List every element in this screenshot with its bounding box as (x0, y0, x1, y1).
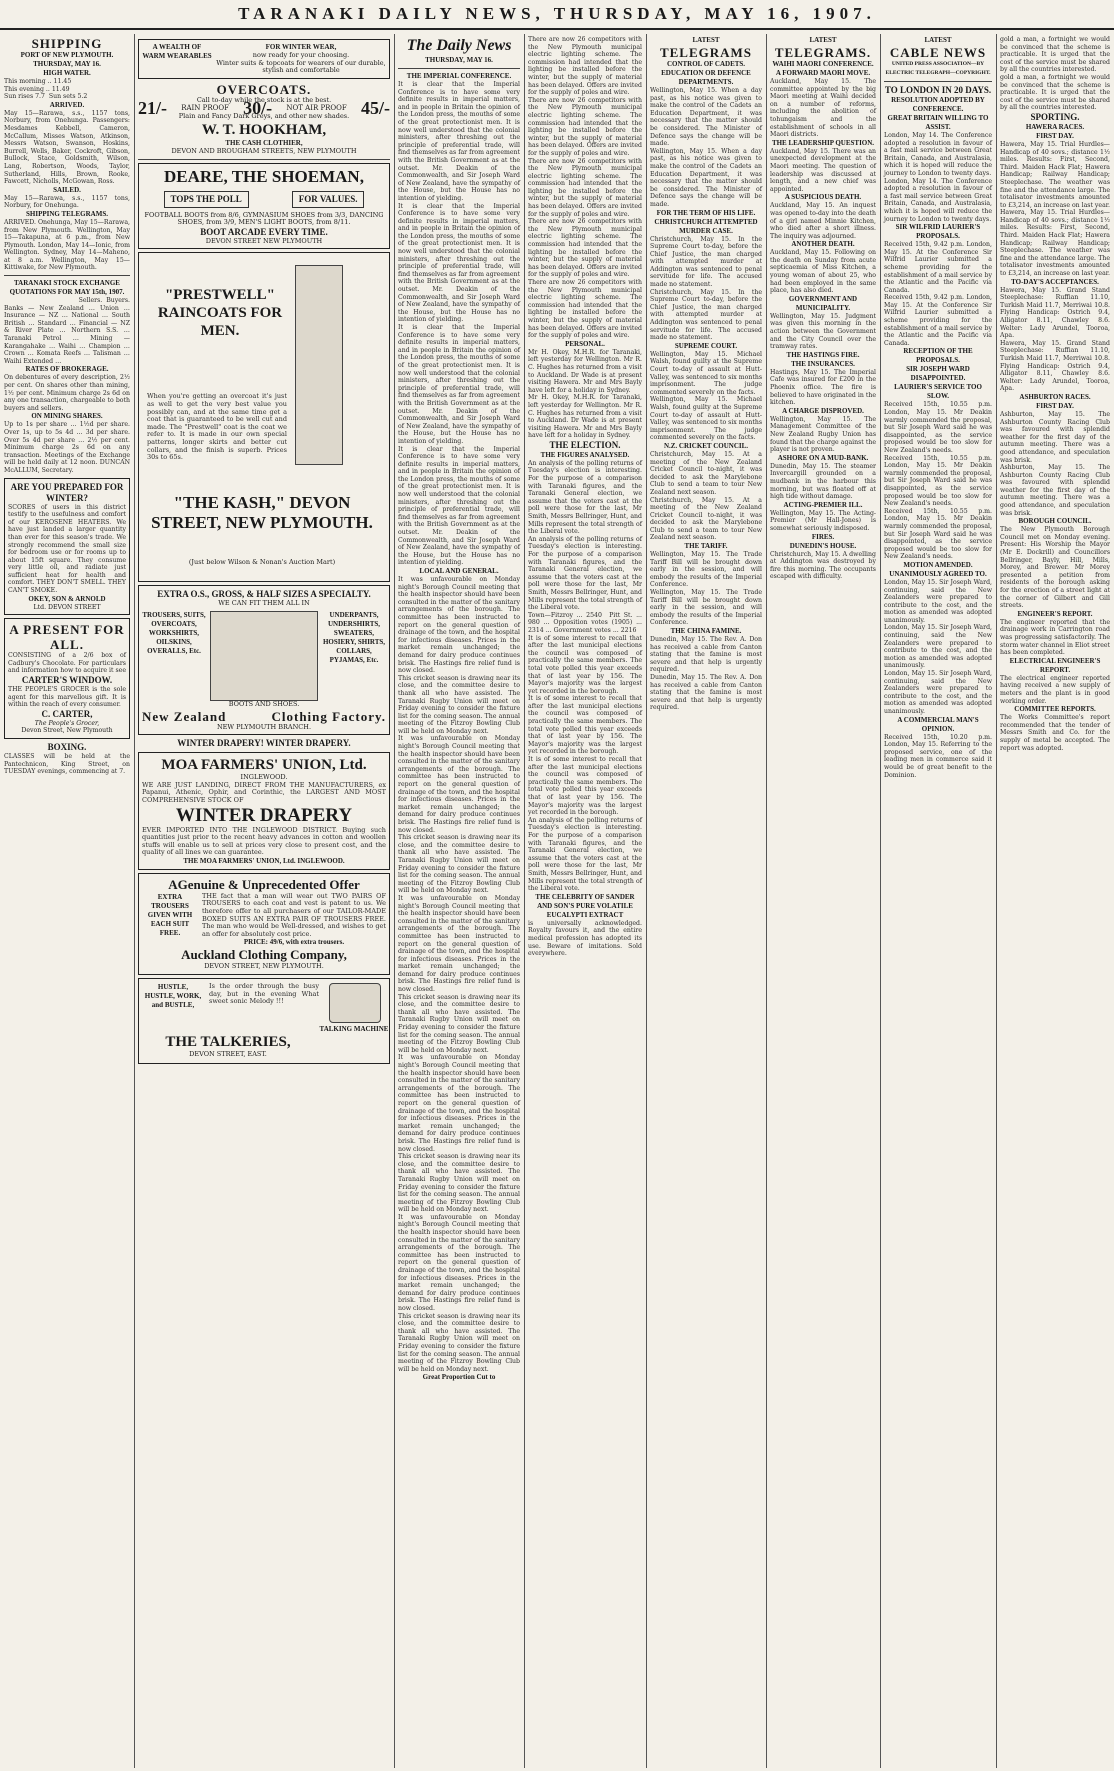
local-general-text3: It was unfavourable on Monday night's Borough Council meeting that the health inspector should have been consulted in the matter of the sanitary arrangements of the borough. The committee has been instructed to report on the general question of drainage of the town, and the hospital for infectious diseases. Prices in the market remain unchanged; the demand for dairy produce continues brisk. The Hastings fire relief fund is now closed. (398, 735, 522, 834)
arrived-heading: ARRIVED. (49, 100, 85, 109)
telegrams-heading: TELEGRAMS (659, 45, 753, 60)
engineers-report-text: The engineer reported that the drainage work in Carrington road was progressing satisfactorily. The storm water channel in Eliot street has been completed. (1000, 618, 1112, 657)
hookham-address: DEVON AND BROUGHAM STREETS, NEW PLYMOUTH (171, 146, 357, 155)
talkeries-address: DEVON STREET, EAST. (189, 1050, 267, 1059)
genuine-text: THE fact that a man will wear out TWO PAIRS OF TROUSERS to each coat and vest is patent to us. We therefore offer to all purchasers of our TAILOR-MADE BOXED SUITS AN EXTRA PAIR OF TROUSERS FREE. The man who would be Well-dressed, and wishes to get an offer for absolutely cost price. (202, 891, 389, 938)
price-air-proof: NOT AIR PROOF (286, 104, 347, 113)
first-day-heading: FIRST DAY. (1036, 131, 1074, 140)
cricket-council-text2: Christchurch, May 15. At a meeting of the New Zealand Cricket Council to-night, it was decided to ask the Marylebone Club to send a team to tour New Zealand next season. (650, 496, 764, 542)
latest-label-2: LATEST (809, 36, 837, 44)
moa-footer: THE MOA FARMERS' UNION, Ltd. INGLEWOOD. (183, 856, 345, 865)
electric-lighting-text3: There are now 26 competitors with the New Plymouth municipal electric lighting scheme. The commission had intended that the lighting be installed before the winter, but the supply of material has been delayed. Offers are invited for the supply of poles and wire. (528, 157, 644, 218)
hookham-shades: Plain and Fancy Dark Greys, and other new shades. (178, 112, 350, 121)
column-telegrams-2 (770, 36, 876, 1766)
london-text2: London, May 14. The Conference adopted a resolution in favour of a fast mail service between Great Britain, Canada, and Australasia, which it is hoped will reduce the journey to London to twenty days. (884, 177, 994, 223)
mining-heading: ON MINING SHARES. (31, 412, 103, 421)
acting-premier-heading: ACTING-PREMIER ILL. (783, 500, 863, 509)
ashburton-races-heading: ASHBURTON RACES. (1019, 392, 1091, 401)
london-20-days-heading: TO LONDON IN 20 DAYS. (884, 85, 992, 95)
hookham-ready: now ready for your choosing. (252, 51, 350, 59)
local-general-text5: It was unfavourable on Monday night's Borough Council meeting that the health inspector should have been consulted in the matter of the sanitary arrangements of the borough. The committee has been instructed to report on the general question of drainage of the town, and the hospital for infectious diseases. Prices in the market remain unchanged; the demand for dairy produce continues brisk. The Hastings fire relief fund is now closed. (398, 894, 522, 994)
column-advertisements (138, 36, 390, 1766)
deare-for-values: FOR VALUES. (292, 191, 365, 208)
supreme-court-text: Wellington, May 15. Michael Walsh, found guilty at the Supreme Court to-day of assault at Hutt-Valley, was sentenced to six months imprisonment. The judge commented severely on the facts. (650, 350, 764, 396)
prestwell-text: When you're getting an overcoat it's just as well to get the very best value you possibly can, and at the same time get a coat that is guaranteed to be well cut and made. The "Prestwell" coat is the coat we refer to. It is made in our own special patterns, longer skirts and better cut collars, and the finish is superb. Prices 30s to 65s. (147, 392, 290, 462)
extra-sizes-title: EXTRA O.S., GROSS, & HALF SIZES A SPECIALTY. (157, 589, 371, 600)
election-heading: THE ELECTION. (549, 439, 621, 450)
murder-case-text2: Christchurch, May 15. In the Supreme Court to-day, before the Chief Justice, the man charged with attempted murder at Addington was sentenced to penal servitude for life. The accused made no statement. (650, 288, 764, 342)
ad-kerosene-heaters (4, 478, 130, 616)
china-famine-text2: Dunedin, May 15. The Rev. A. Don has received a cable from Canton stating that the famine is most severe and that help is urgently required. (650, 673, 764, 712)
committee-reports-text: The Works Committee's report recommended that the tender of Messrs Smith and Co. for the supply of metal be accepted. The report was adopted. (1000, 714, 1112, 752)
acceptances-text2: Hawera, May 15. Grand Stand Steeplechase: Ruffian 11.10, Turkish Maid 11.7, Merriwai 10.8. Flying Handicap: Ostrich 9.4, Alligator 8.11, Chawley 8.6. Welter: Lady Arundel, Tooroa, Apa. (1000, 339, 1112, 393)
imperial-conference-text: It is clear that the Imperial Conference is to have some very definite results in imperial matters, and in people in Britain the opinion of the London press, the mouths of some of the great protectionist men. It is now well understood that the colonial ministers, after threshing out the principle of preferential trade, will find themselves as far from agreement with the British Government as at the outset. Mr. Deakin of the Commonwealth, and Sir Joseph Ward of New Zealand, have the sympathy of the House, but the House has no intention of yielding. (398, 81, 522, 202)
ad-moa-farmers (138, 752, 390, 870)
supreme-court-heading: SUPREME COURT. (674, 341, 738, 350)
election-text5: It is of some interest to recall that after the last municipal elections the council was composed of practically the same members. The total vote polled this year exceeds that of last year by 156. The Mayor's majority was the largest yet recorded in the borough. (528, 756, 644, 817)
shipping-telegrams-text: ARRIVED. Onehunga, May 15—Rarawa, from New Plymouth. Wellington, May 15—Takapuna, at 6 p.m., from New Plymouth. London, May 14—Ionic, from Wellington. Sydney, May 14—Maheno, at 8 a.m. Wellington, May 15—Kittiwake, for New Plymouth. (4, 218, 132, 272)
extra-left-items: TROUSERS, SUITS, OVERCOATS, WORKSHIRTS, OILSKINS, OVERALLS, Etc. (142, 610, 206, 655)
cable-continued-text: gold a man, a fortnight we would be convinced that the scheme is practicable. It is urged that the cost of the service must be shared by all the countries interested. (1000, 36, 1112, 74)
hawera-races-heading: HAWERA RACES. (1025, 122, 1085, 131)
election-table: Town—Fitzroy ... 2540 Pitt St. ... 980 ... Opposition votes (1905) ... 2314 ... Government votes ... 2216 (528, 611, 644, 634)
laurier-proposals-text: Received 15th, 9.42 p.m. London, May 15. At the Conference Sir Wilfrid Laurier submitted a scheme providing for the establishment of a mail service by the Atlantic and the Pacific via Canada. (884, 241, 994, 294)
moa-title: MOA FARMERS' UNION, Ltd. (161, 757, 367, 774)
extra-sizes-sub: WE CAN FIT THEM ALL IN (218, 599, 310, 608)
cadets-subheading: EDUCATION OR DEFENCE DEPARTMENTS. (661, 69, 751, 86)
imperial-conference-heading: THE IMPERIAL CONFERENCE. (406, 72, 512, 80)
column-shipping (4, 36, 130, 1766)
acceptances-text: Hawera, May 15. Grand Stand Steeplechase: Ruffian 11.10, Turkish Maid 11.7, Merriwai 10.8. Flying Handicap: Ostrich 9.4, Alligator 8.11, Chawley 8.6. Welter: Lady Arundel, Tooroa, Apa. (1000, 286, 1112, 340)
hastings-fire-heading: THE HASTINGS FIRE. (786, 350, 860, 359)
ad-prepared-title: ARE YOU PREPARED FOR WINTER? (10, 481, 124, 503)
deare-arcade: BOOT ARCADE EVERY TIME. (200, 226, 328, 237)
telegrams-heading-2: TELEGRAMS. (774, 45, 872, 60)
ward-disappointed-heading: SIR JOSEPH WARD DISAPPOINTED. (906, 365, 970, 383)
winter-drapery-title: WINTER DRAPERY! WINTER DRAPERY. (177, 738, 351, 749)
reception-text3: Received 15th, 10.55 p.m. London, May 15. Mr Deakin warmly commended the proposal, but Sir Joseph Ward said he was disappointed, as the service proposed would be too slow for New Zealand's needs. (884, 507, 994, 561)
masthead-title: TARANAKI DAILY NEWS, THURSDAY, MAY 16, 1907. (0, 0, 1114, 30)
electrical-report-heading: ELECTRICAL ENGINEER'S REPORT. (1009, 656, 1101, 674)
election-text4: It is of some interest to recall that after the last municipal elections the council was composed of practically the same members. The total vote polled this year exceeds that of last year by 156. The Mayor's majority was the largest yet recorded in the borough. (528, 695, 644, 756)
ad-prestwell (138, 252, 390, 582)
supreme-court-text2: Wellington, May 15. Michael Walsh, found guilty at the Supreme Court to-day of assault at Hutt-Valley, was sentenced to six months imprisonment. The judge commented severely on the facts. (650, 396, 764, 442)
boxing-text: CLASSES will be held at the Pantechnicon, King Street, on TUESDAY evenings, commencing at 7. (4, 753, 132, 776)
ad-carter-window: CARTER'S WINDOW. (21, 675, 113, 686)
china-famine-text: Dunedin, May 15. The Rev. A. Don has received a cable from Canton stating that the famine is most severe and that help is urgently required. (650, 636, 764, 674)
service-slow-heading: LAURIER'S SERVICE TOO SLOW. (894, 383, 982, 401)
column-sporting (1000, 36, 1110, 1766)
resolution-heading: RESOLUTION ADOPTED BY CONFERENCE. (891, 96, 985, 113)
unanimously-heading: UNANIMOUSLY AGREED TO. (889, 569, 987, 578)
insurances-heading: THE INSURANCES. (791, 359, 855, 368)
ad-talkeries (138, 978, 390, 1064)
ashburton-text2: Ashburton, May 15. The Ashburton County Racing Club was favoured with splendid weather for the first day of the autumn meeting. There was a good attendance, and speculation was brisk. (1000, 464, 1112, 517)
commercial-opinion-heading: A COMMERCIAL MAN'S OPINION. (897, 715, 979, 733)
murder-case-heading: CHRISTCHURCH ATTEMPTED MURDER CASE. (654, 217, 758, 235)
column-rule (996, 34, 997, 1768)
charge-disproved-text: Wellington, May 15. The Management Committee of the New Zealand Rugby Union has found that the charge against the player is not proven. (770, 415, 878, 454)
latest-label-3: LATEST (924, 36, 952, 44)
shipping-heading: SHIPPING (31, 36, 103, 51)
electric-lighting-text5: There are now 26 competitors with the New Plymouth municipal electric lighting scheme. The commission had intended that the lighting be installed before the winter, but the supply of material has been delayed. Offers are invited for the supply of poles and wire. (528, 279, 644, 340)
ad-okey-sub: Ltd. DEVON STREET (33, 603, 101, 611)
election-text: An analysis of the polling returns of Tuesday's election is interesting. For the purpose of a comparison with Taranaki figures, and the Taranaki General election, we assume that the voters cast at the poll were those for the last, Mr Smith, Messrs Bellringer, Hunt, and Mills represent the total strength of the Liberal vote. (528, 459, 644, 536)
hookham-wearables: A WEALTH OF WARM WEARABLES (142, 43, 212, 60)
local-general-text4: This cricket season is drawing near its close, and the committee desire to thank all who have assisted. The Taranaki Rugby Union will meet on Friday evening to consider the fixture list for the coming season. The annual meeting of the Fitzroy Bowling Club will be held on Monday next. (398, 834, 522, 895)
extra-boots: BOOTS AND SHOES. (228, 699, 300, 708)
prestwell-title: "PRESTWELL" RAINCOATS FOR MEN. (157, 287, 283, 340)
deare-items: FOOTBALL BOOTS from 8/6, GYMNASIUM SHOES from 3/3, DANCING SHOES, from 3/9, MEN'S LIGHT BOOTS, from 8/11. (144, 210, 384, 227)
election-subheading: THE FIGURES ANALYSED. (540, 450, 630, 459)
local-general-text6: This cricket season is drawing near its close, and the committee desire to thank all who have assisted. The Taranaki Rugby Union will meet on Friday evening to consider the fixture list for the coming season. The annual meeting of the Fitzroy Bowling Club will be held on Monday next. (398, 993, 522, 1054)
reception-heading: RECEPTION OF THE PROPOSALS. (903, 347, 973, 365)
election-text3: It is of some interest to recall that after the last municipal elections the council was composed of practically the same members. The total vote polled this year exceeds that of last year by 156. The Mayor's majority was the largest yet recorded in the borough. (528, 634, 644, 695)
ad-okey-title: OKEY, SON & ARNOLD (28, 594, 106, 603)
cable-news-heading: CABLE NEWS (889, 45, 987, 60)
fires-text: Christchurch, May 15. A dwelling at Addington was destroyed by fire this morning. The occupants escaped with difficulty. (770, 550, 878, 581)
column-rule (646, 34, 647, 1768)
men-figures-icon (210, 611, 318, 701)
cadets-heading: CONTROL OF CADETS. (666, 60, 746, 68)
dunedin-house-heading: DUNEDIN'S HOUSE. (789, 541, 857, 550)
ad-prepared-text: SCORES of users in this district testify to the usefulness and comfort of our KEROSENE HEATERS. We have just landed a larger quantity than ever for this season's trade. We strongly recommend the small size for bedroom use or for rooms up to about 15ft square. They consume very little oil, and radiate just sufficient heat for health and comfort. THEY DON'T SMELL. THEY CAN'T SMOKE. (8, 503, 128, 595)
kash-sub: (Just below Wilson & Nonan's Auction Mart) (188, 558, 336, 567)
life-term-heading: FOR THE TERM OF HIS LIFE. (656, 208, 756, 217)
ad-hookham (138, 39, 390, 79)
high-water-morning: This morning .. 11.45 (4, 78, 72, 85)
ad-present-title: A PRESENT FOR ALL. (9, 622, 125, 653)
mining-text: Up to 1s per share … 1½d per share. Over 1s, up to 5s 4d … 3d per share. Over 5s 4d per share … 2½ per cent. Minimum charge 2s 6d on any transaction. Meetings of the Exchange will be held daily at 12 noon. DUNCAN McALLUM, Secretary. (4, 421, 132, 474)
maori-conference-text: Auckland, May 15. The committee appointed by the big Maori meeting at Waihi decided on a number of reforms, including the abolition of tohungaism and the establishment of schools in all Maori districts. (770, 78, 878, 139)
column-rule (880, 34, 881, 1768)
price-rain-proof: RAIN PROOF (181, 104, 229, 113)
commercial-opinion-text: Received 15th, 10.20 p.m. London, May 15. Referring to the proposed service, one of the leading men in commerce said it would be of great benefit to the Dominion. (884, 733, 994, 779)
extra-factory: Clothing Factory. (271, 708, 386, 724)
ad-carter-name: C. CARTER, (41, 708, 93, 719)
committee-reports-heading: COMMITTEE REPORTS. (1014, 705, 1096, 714)
personal-text: Mr H. Okey, M.H.R. for Taranaki, left yesterday for Wellington. Mr R. C. Hughes has returned from a visit to Auckland. Dr Wade is at present visiting Hawera. Mr and Mrs Bayly have left for a holiday in Sydney. (528, 348, 644, 394)
motion-text2: London, May 15. Sir Joseph Ward, continuing, said the New Zealanders were prepared to contribute to the cost, and the motion as amended was adopted unanimously. (884, 624, 994, 670)
port-heading: PORT OF NEW PLYMOUTH. (20, 51, 114, 59)
deare-tops-poll: TOPS THE POLL (164, 191, 249, 208)
cricket-council-text: Christchurch, May 15. At a meeting of the New Zealand Cricket Council to-night, it was decided to ask the Marylebone Club to send a team to tour New Zealand next season. (650, 450, 764, 496)
hookham-name: W. T. HOOKHAM, (201, 121, 327, 138)
leadership-heading: THE LEADERSHIP QUESTION. (771, 138, 875, 147)
ad-carter (4, 618, 130, 739)
ashburton-text: Ashburton, May 15. The Ashburton County Racing Club was favoured with splendid weather for the first day of the autumn meeting. There was a good attendance, and speculation was brisk. (1000, 410, 1112, 464)
daily-news-flag: The Daily News (406, 37, 512, 54)
hawera-races-text2: Hawera, May 15. Trial Hurdles—Handicap of 40 sovs.; distance 1½ miles. Results: First, Second, Third. Maiden Hack Flat; Hawera Handicap; Railway Handicap; Steeplechase. The weather was fine and the attendance large. The totalisator investments amounted to £3,214, an increase on last year. (1000, 209, 1112, 278)
hookham-sub: THE CASH CLOTHIER, (225, 138, 303, 147)
moa-sub: INGLEWOOD. (240, 773, 288, 782)
cricket-council-heading: N.Z. CRICKET COUNCIL. (663, 441, 749, 450)
ashburton-first-day-heading: FIRST DAY. (1036, 401, 1074, 410)
high-water-heading: HIGH WATER. (43, 69, 91, 77)
tariff-text2: Wellington, May 15. The Trade Tariff Bill will be brought down early in the session, and will embody the results of the Imperial Conference. (650, 589, 764, 627)
latest-label: LATEST (692, 36, 720, 44)
arrived-text: May 15—Rarawa, s.s., 1157 tons, Norbury, from Onehunga. Passengers: Mesdames Kebbell, Cameron, McCallum, Misses Watson, Atkinson, Messrs Watson, Swanson, Hoskins, Burrell, Wells, Baker, Cockroft, Gibson, Bullock, Stace, Goldsmith, Wilson, Lang, Robertson, Woods, Taylor, Sutherland, Hills, Brown, Rooke, Fawcett, Nicholls, McGowan, Ross. (4, 109, 132, 186)
overcoats-sub: Call to-day while the stock is at the best. (196, 95, 332, 104)
raincoat-figure-icon (295, 265, 343, 465)
column-rule (766, 34, 767, 1768)
local-general-text9: It was unfavourable on Monday night's Borough Council meeting that the health inspector should have been consulted in the matter of the sanitary arrangements of the borough. The committee has been instructed to report on the general question of drainage of the town, and the hospital for infectious diseases. Prices in the market remain unchanged; the demand for dairy produce continues brisk. The Hastings fire relief fund is now closed. (398, 1213, 522, 1312)
stock-rows: Banks — New Zealand … Union … Insurance — NZ … National … South British … Standard … Financial — NZ & River Plate … Northern S.S. … Taranaki Petrol … Mining — Karangahake … Waihi … Champion … Crown … Komata Reefs … Talisman … Waihi Extended … (4, 304, 132, 365)
price-30: 30/- (243, 98, 273, 119)
overcoats-title: OVERCOATS. (216, 81, 312, 97)
charge-disproved-heading: A CHARGE DISPROVED. (782, 406, 864, 415)
borough-council-heading: BOROUGH COUNCIL. (1018, 517, 1092, 526)
local-general-text7: It was unfavourable on Monday night's Borough Council meeting that the health inspector should have been consulted in the matter of the sanitary arrangements of the borough. The committee has been instructed to report on the general question of drainage of the town, and the hospital for infectious diseases. Prices in the market remain unchanged; the demand for dairy produce continues brisk. The Hastings fire relief fund is now closed. (398, 1054, 522, 1153)
brokerage-heading: RATES OF BROKERAGE. (25, 365, 109, 374)
borough-council-text: The New Plymouth Borough Council met on Monday evening. Present: His Worship the Mayor (Mr E. Dockrill) and Councillors Bellringer, Bayly, Hill, Mills, Morey, and Brewer. Mr Morey presented a petition from residents of the borough asking for the erection of a street light at the corner of Gilbert and Gill streets. (1000, 526, 1112, 610)
local-general-text: It was unfavourable on Monday night's Borough Council meeting that the health inspector should have been consulted in the matter of the sanitary arrangements of the borough. The committee has been instructed to report on the general question of drainage of the town, and the hospital for infectious diseases. Prices in the market remain unchanged; the demand for dairy produce continues brisk. The Hastings fire relief fund is now closed. (398, 576, 522, 675)
stock-subheading: QUOTATIONS FOR MAY 15th, 1907. (9, 288, 125, 297)
maori-conference-heading: WAIHI MAORI CONFERENCE. (772, 60, 874, 68)
electrical-report-text: The electrical engineer reported having received a new supply of meters and the plant is in good working order. (1000, 674, 1112, 705)
eucalypti-heading: THE CELEBRITY OF SANDER AND SON'S PURE VOLATILE EUCALYPTI EXTRACT (535, 892, 635, 919)
imperial-conference-text-cont3: It is clear that the Imperial Conference is to have some very definite results in imperial matters, and in people in Britain the opinion of the London press, the mouths of some of the great protectionist men. It is now well understood that the colonial ministers, after threshing out the principle of preferential trade, will find themselves as far from agreement with the British Government as at the outset. Mr. Deakin of the Commonwealth, and Sir Joseph Ward of New Zealand, have the sympathy of the House, but the House has no intention of yielding. (398, 445, 522, 567)
suspicious-death-text: Auckland, May 15. An inquest was opened to-day into the death of a girl named Minnie Kitchen, who died after a short illness. The inquiry was adjourned. (770, 202, 878, 240)
london-text: London, May 14. The Conference adopted a resolution in favour of a fast mail service between Great Britain, Canada, and Australasia, which it is hoped will reduce the journey to London to twenty days. (884, 132, 994, 177)
motion-text3: London, May 15. Sir Joseph Ward, continuing, said the New Zealanders were prepared to contribute to the cost, and the motion as amended was adopted unanimously. (884, 670, 994, 715)
ad-present-text: CONSISTING of a 2/6 box of Cadbury's Chocolate. For particulars and information how to acquire it see (8, 652, 128, 675)
acceptances-heading: TO-DAY'S ACCEPTANCES. (1011, 277, 1099, 286)
hastings-fire-text: Hastings, May 15. The Imperial Cafe was insured for £200 in the Phoenix office. The fire is believed to have originated in the kitchen. (770, 368, 878, 407)
genuine-left: EXTRA TROUSERS GIVEN WITH EACH SUIT FREE. (147, 892, 193, 937)
election-text2: An analysis of the polling returns of Tuesday's election is interesting. For the purpose of a comparison with Taranaki figures, and the Taranaki General election, we assume that the voters cast at the poll were those for the last, Mr Smith, Messrs Bellringer, Hunt, and Mills represent the total strength of the Liberal vote. (528, 535, 644, 612)
another-death-text: Auckland, May 15. Following on the death on Sunday from acute septicaemia of Miss Kitchen, a young woman of about 25, who had been employed in the same place, has also died. (770, 249, 878, 295)
deare-title: DEARE, THE SHOEMAN, (164, 166, 364, 186)
motion-amended-heading: MOTION AMENDED. (903, 560, 973, 569)
column-news (528, 36, 642, 1766)
imperial-conference-text-cont: It is clear that the Imperial Conference is to have some very definite results in imperial matters, and in people in Britain the opinion of the London press, the mouths of some of the great protectionist men. It is now well understood that the colonial ministers, after threshing out the principle of preferential trade, will find themselves as far from agreement with the British Government as at the outset. Mr. Deakin of the Commonwealth, and Sir Joseph Ward of New Zealand, have the sympathy of the House, but the House has no intention of yielding. (398, 202, 522, 324)
price-21: 21/- (138, 98, 167, 119)
laurier-proposals-heading: SIR WILFRID LAURIER'S PROPOSALS. (895, 223, 981, 241)
cadets-text: Wellington, May 15. When a day past, as his notice was given to make the control of the Cadets an Education Department, it was necessary that the matter should be considered. The Minister of Defence says the change will be made. (650, 87, 764, 148)
ad-clothing-factory (138, 585, 390, 735)
mud-bank-heading: ASHORE ON A MUD-BANK. (777, 453, 869, 462)
mud-bank-text: Dunedin, May 15. The steamer Invercargill grounded on a mudbank in the harbour this morning, but was floated off at high tide without damage. (770, 462, 878, 501)
extra-right-items: UNDERPANTS, UNDERSHIRTS, SWEATERS, HOSIERY, SHIRTS, COLLARS, PYJAMAS, Etc. (322, 610, 386, 664)
shipping-date: THURSDAY, MAY 16. (33, 60, 101, 68)
ad-auckland-clothing (138, 873, 390, 975)
moa-text: WE ARE JUST LANDING, DIRECT FROM THE MANUFACTURERS, ex Papanui, Athenic, Ophir, and Corinthic, the LARGEST AND MOST COMPREHENSIVE STOCK OF (142, 780, 389, 804)
column-rule (524, 34, 525, 1768)
press-association: UNITED PRESS ASSOCIATION—BY ELECTRIC TELEGRAPH—COPYRIGHT. (885, 61, 991, 76)
maori-move-heading: A FORWARD MAORI MOVE. (775, 69, 871, 77)
talkeries-hustle: HUSTLE, HUSTLE, WORK, and BUSTLE, (144, 983, 202, 1010)
hawera-races-text: Hawera, May 15. Trial Hurdles—Handicap of 40 sovs.; distance 1½ miles. Results: First, Second, Third. Maiden Hack Flat; Hawera Handicap; Railway Handicap; Steeplechase. The weather was fine and the attendance large. The totalisator investments amounted to £3,214, an increase on last year. (1000, 140, 1112, 209)
editorial-date: THURSDAY, MAY 16. (425, 56, 493, 64)
suspicious-death-heading: A SUSPICIOUS DEATH. (784, 193, 862, 202)
eucalypti-text: is universally acknowledged. Royalty favours it, and the entire medical profession has adopted its use. Beware of imitations. Sold everywhere. (528, 919, 644, 958)
personal-text2: Mr H. Okey, M.H.R. for Taranaki, left yesterday for Wellington. Mr R. C. Hughes has returned from a visit to Auckland. Dr Wade is at present visiting Hawera. Mr and Mrs Bayly have left for a holiday in Sydney. (528, 394, 644, 440)
column-cable-news (884, 36, 992, 1766)
shipping-telegrams-heading: SHIPPING TELEGRAMS. (26, 209, 108, 218)
acting-premier-text: Wellington, May 15. The Acting-Premier (Mr Hall-Jones) is somewhat seriously indisposed. (770, 509, 878, 532)
deare-address: DEVON STREET NEW PLYMOUTH (205, 236, 323, 245)
sun-times: Sun rises 7.7 Sun sets 5.2 (4, 93, 88, 101)
stock-columns: Sellers. Buyers. (78, 297, 130, 305)
extra-new-zealand: New Zealand (142, 708, 227, 724)
engineers-report-heading: ENGINEER'S REPORT. (1017, 609, 1093, 618)
leadership-text: Auckland, May 15. There was an unexpected development at the Maori meeting. The question of leadership was discussed at length, and a new chief was appointed. (770, 147, 878, 193)
motion-text: London, May 15. Sir Joseph Ward, continuing, said the New Zealanders were prepared to contribute to the cost, and the motion as amended was adopted unanimously. (884, 578, 994, 624)
cadets-text2: Wellington, May 15. When a day past, as his notice was given to make the control of the Cadets an Education Department, it was necessary that the matter should be considered. The Minister of Defence says the change will be made. (650, 147, 764, 208)
imperial-conference-text-cont2: It is clear that the Imperial Conference is to have some very definite results in imperial matters, and in people in Britain the opinion of the London press, the mouths of some of the great protectionist men. It is now well understood that the colonial ministers, after threshing out the principle of preferential trade, will find themselves as far from agreement with the British Government as at the outset. Mr. Deakin of the Commonwealth, and Sir Joseph Ward of New Zealand, have the sympathy of the House, but the House has no intention of yielding. (398, 324, 522, 445)
municipality-heading: GOVERNMENT AND MUNICIPALITY. (788, 294, 858, 312)
sailed-heading: SAILED. (53, 185, 81, 194)
sailed-text: May 15—Rarawa, s.s., 1157 tons, Norbury, for Onehunga. (4, 194, 132, 210)
price-45: 45/- (360, 98, 390, 119)
election-text6: An analysis of the polling returns of Tuesday's election is interesting. For the purpose of a comparison with Taranaki figures, and the Taranaki General election, we assume that the voters cast at the poll were those for the last, Mr Smith, Messrs Bellringer, Hunt, and Mills represent the total strength of the Liberal vote. (528, 816, 644, 893)
column-telegrams (650, 36, 762, 1766)
another-death-heading: ANOTHER DEATH. (791, 240, 855, 249)
reception-text2: Received 15th, 10.55 p.m. London, May 15. Mr Deakin warmly commended the proposal, but Sir Joseph Ward said he was disappointed, as the service proposed would be too slow for New Zealand's needs. (884, 454, 994, 508)
ad-carter-address: Devon Street, New Plymouth (21, 727, 113, 735)
ad-carter-sub: The People's Grocer, (34, 719, 100, 727)
murder-case-text: Christchurch, May 15. In the Supreme Court to-day, before the Chief Justice, the man charged with attempted murder at Addington was sentenced to penal servitude for life. The accused made no statement. (650, 235, 764, 289)
brokerage-text: On debentures of every description, 2½ per cent. On shares other than mining, 1½ per cent. Minimum charge 2s 6d on any one transaction, chargeable to both buyers and sellers. (4, 374, 132, 412)
local-general-text8: This cricket season is drawing near its close, and the committee desire to thank all who have assisted. The Taranaki Rugby Union will meet on Friday evening to consider the fixture list for the coming season. The annual meeting of the Fitzroy Bowling Club will be held on Monday next. (398, 1153, 522, 1214)
china-famine-heading: THE CHINA FAMINE. (670, 627, 742, 635)
local-general-heading: LOCAL AND GENERAL. (419, 567, 499, 575)
boxing-title: BOXING. (47, 742, 87, 752)
column-rule (134, 34, 135, 1768)
talking-machine: TALKING MACHINE (319, 1025, 389, 1034)
stock-heading: TARANAKI STOCK EXCHANGE (14, 279, 120, 288)
laurier-proposals-text2: Received 15th, 9.42 p.m. London, May 15. At the Conference Sir Wilfrid Laurier submitted a scheme providing for the establishment of a mail service by the Atlantic and the Pacific via Canada. (884, 294, 994, 347)
talkeries-text: Is the order through the busy day, but in the evening What sweet sonic Melody !!! (209, 982, 322, 1006)
electric-lighting-text2: There are now 26 competitors with the New Plymouth municipal electric lighting scheme. The commission had intended that the lighting be installed before the winter, but the supply of material has been delayed. Offers are invited for the supply of poles and wire. (528, 96, 644, 157)
column-editorial (398, 36, 520, 1766)
electric-lighting-text4: There are now 26 competitors with the New Plymouth municipal electric lighting scheme. The commission had intended that the lighting be installed before the winter, but the supply of material has been delayed. Offers are invited for the supply of poles and wire. (528, 218, 644, 279)
reception-text: Received 15th, 10.55 p.m. London, May 15. Mr Deakin warmly commended the proposal, but Sir Joseph Ward said he was disappointed, as the service proposed would be too slow for New Zealand's needs. (884, 401, 994, 454)
fires-heading: FIRES. (811, 532, 835, 541)
hookham-winter-wear: FOR WINTER WEAR, (265, 43, 337, 51)
ad-carter-text: THE PEOPLE'S GROCER is the sole agent for this marvellous gift. It is within the reach of every consumer. (8, 686, 128, 709)
tariff-text: Wellington, May 15. The Trade Tariff Bill will be brought down early in the session, and will embody the results of the Imperial Conference. (650, 551, 764, 589)
britain-assist-heading: GREAT BRITAIN WILLING TO ASSIST. (887, 114, 989, 131)
genuine-price: PRICE: 49/6, with extra trousers. (243, 938, 345, 947)
tariff-heading: THE TARIFF. (684, 542, 728, 551)
extra-branch: NEW PLYMOUTH BRANCH. (216, 722, 312, 731)
cable-continued-text2: gold a man, a fortnight we would be convinced that the scheme is practicable. It is urged that the cost of the service must be shared by all the countries interested. (1000, 73, 1112, 112)
high-water-evening: This evening .. 11.49 (4, 85, 70, 93)
moa-winter-drapery: WINTER DRAPERY (175, 804, 353, 826)
kash-title: "THE KASH," DEVON STREET, NEW PLYMOUTH. (151, 493, 373, 533)
electric-lighting-text: There are now 26 competitors with the New Plymouth municipal electric lighting scheme. The commission had intended that the lighting be installed before the winter, but the supply of material has been delayed. Offers are invited for the supply of poles and wire. (528, 36, 644, 97)
personal-heading: PERSONAL. (565, 339, 605, 348)
ad-deare (138, 163, 390, 250)
talkeries-title: THE TALKERIES, (165, 1034, 291, 1051)
local-general-text2: This cricket season is drawing near its close, and the committee desire to thank all who have assisted. The Taranaki Rugby Union will meet on Friday evening to consider the fixture list for the coming season. The annual meeting of the Fitzroy Bowling Club will be held on Monday next. (398, 674, 522, 735)
column-rule (394, 34, 395, 1768)
auckland-address: DEVON STREET, NEW PLYMOUTH. (204, 962, 324, 971)
great-proportion-heading: Great Proportion Cut to (422, 1373, 496, 1382)
municipality-text: Wellington, May 15. Judgment was given this morning in the action between the Government and the City Council over the tramway rates. (770, 312, 878, 351)
auckland-title: Auckland Clothing Company, (181, 947, 347, 963)
local-general-text10: This cricket season is drawing near its close, and the committee desire to thank all who have assisted. The Taranaki Rugby Union will meet on Friday evening to consider the fixture list for the coming season. The annual meeting of the Fitzroy Bowling Club will be held on Monday next. (398, 1312, 522, 1373)
sporting-heading: SPORTING. (1030, 111, 1080, 122)
moa-text2: EVER IMPORTED INTO THE INGLEWOOD DISTRICT. Buying such quantities just prior to the recent heavy advances in cotton and woollen stuffs will enable us to sell at prices very close to present cost, and the quality of all lines we can guarantee. (142, 825, 389, 857)
gramophone-icon (329, 983, 381, 1023)
hookham-suits: Winter suits & topcoats for wearers of our durable, stylish and comfortable (216, 58, 386, 75)
genuine-offer-title: AGenuine & Unprecedented Offer (168, 876, 360, 892)
